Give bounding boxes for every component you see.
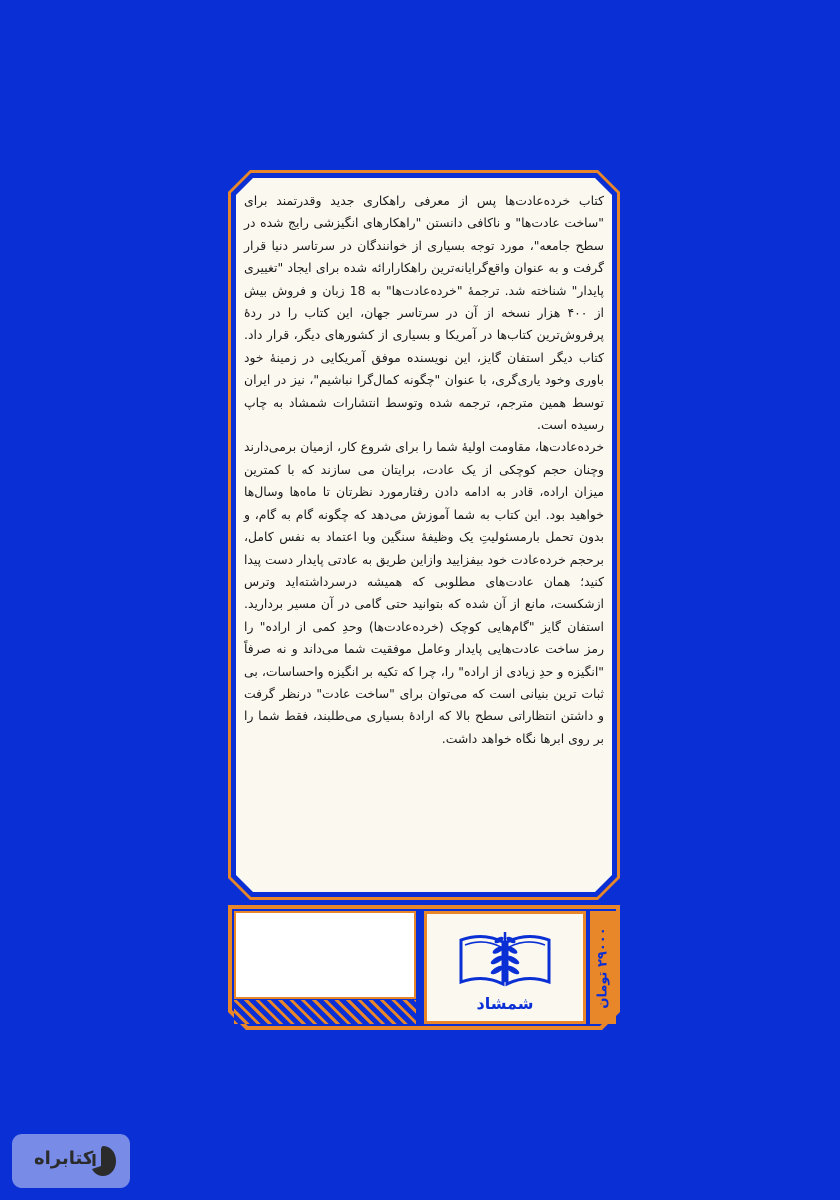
publisher-name: شمشاد	[476, 994, 534, 1013]
description-paragraph-1: کتاب خرده‌عادت‌ها پس از معرفی راهکاری جدید وقدرتمند برای "ساخت عادت‌ها" و ناکافی دانستن "راهکارهای انگیزشی رایج شده در سطح جامعه"، مورد توجه بسیاری از خوانندگان در سرتاسر دنیا قرار گرفت و به عنوان واقع‌گرایانه‌ترین راهکارارائه شده برای ایجاد "تغییری پایدار" شناخته شد. ترجمهٔ "خرده‌عادت‌ها" به 18 زبان و فروش بیش از ۴۰۰ هزار نسخه از آن در سرتاسر جهان، این کتاب را در ردهٔ پرفروش‌ترین کتاب‌ها در آمریکا و بسیاری از کشورهای دیگر، قرار داد. کتاب دیگر استفان گایز، این نویسنده موفق آمریکایی در زمینهٔ خود باوری وخود یاری‌گری، با عنوان "چگونه کمال‌گرا نباشیم"، نیز در ایران توسط همین مترجم، ترجمه شده وتوسط انتشارات شمشاد به چاپ رسیده است.	[244, 193, 604, 433]
price-tag	[590, 911, 616, 1024]
price-label: ۲۹۰۰۰ تومان	[595, 926, 611, 1009]
hatch-decoration	[234, 1000, 416, 1024]
open-book-logo-icon	[455, 926, 555, 992]
description-paragraph-2: خرده‌عادت‌ها، مقاومت اولیهٔ شما را برای شروع کار، ازمیان برمی‌دارند وچنان حجم کوچکی از یک عادت، برایتان می سازند که با کمترین میزان اراده، قادر به ادامه دادن رفتارمورد نظرتان تا ماه‌ها وسال‌ها خواهید بود. این کتاب به شما آموزش می‌دهد که چگونه گام به گام، و بدون تحمل بارمسئولیتِ یک وظیفهٔ سنگین وبا اعتماد به نفس کامل، برحجم خرده‌عادت خود بیفزایید وازاین طریق به عادتی پایدار دست پیدا کنید؛ همان عادت‌های مطلوبی که همیشه درسرداشته‌اید وترس ازشکست، مانع از آن شده که بتوانید حتی گامی در آن مسیر بردارید. استفان گایز "گام‌هایی کوچک (خرده‌عادت‌ها) وحدِ کمی از اراده" را رمز ساخت عادت‌هایی پایدار وعامل موفقیت شما می‌داند و نه صرفاً "انگیزه و حدِ زیادی از اراده" را، چرا که تکیه بر انگیزه واحساسات، بی ثبات ترین بنیانی است که می‌توان برای "ساخت عادت" درنظر گرفت و داشتن انتظاراتی سطح بالا که ارادهٔ بسیاری می‌طلبند، فقط شما را بر روی ابرها نگاه خواهد داشت.	[243, 439, 604, 746]
watermark-text: کتابراه	[34, 1148, 94, 1169]
barcode-area	[234, 911, 416, 999]
site-watermark	[12, 1134, 130, 1188]
watermark-logo-icon	[88, 1144, 118, 1178]
book-description	[244, 190, 604, 890]
publisher-logo-box	[424, 911, 586, 1024]
